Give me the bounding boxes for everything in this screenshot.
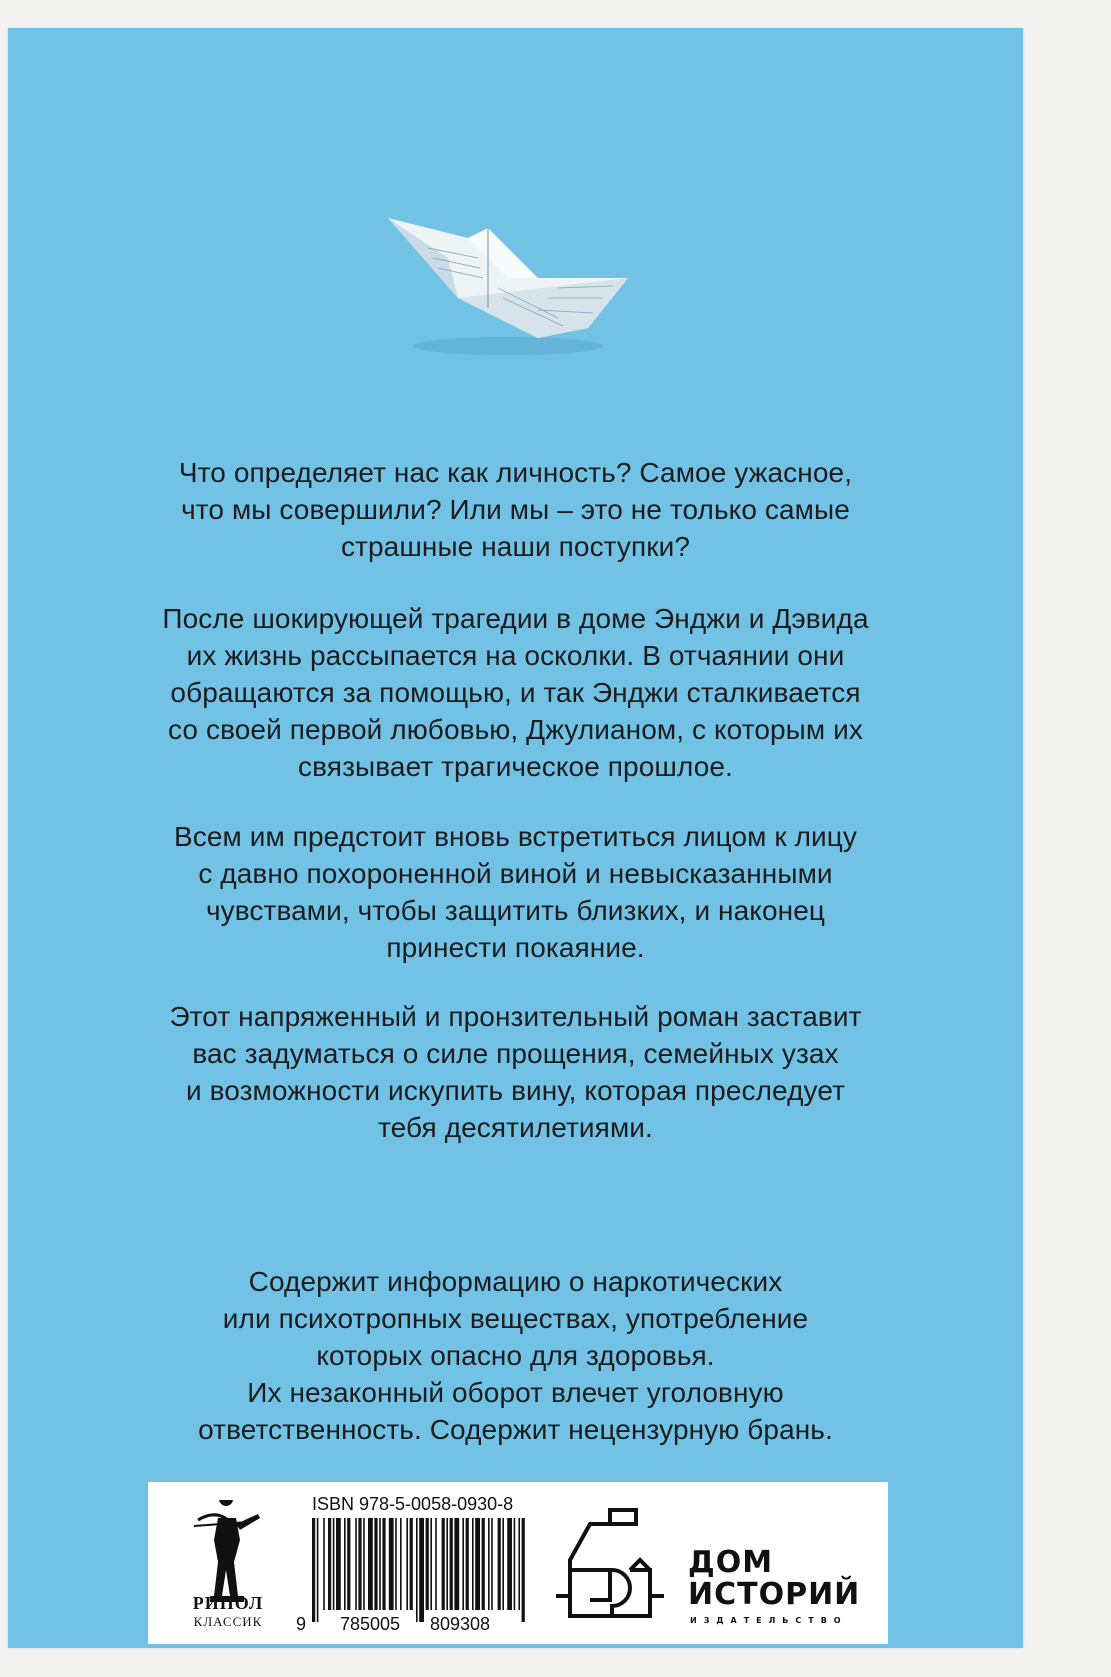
book-back-cover (8, 28, 1023, 1648)
text-line: чувствами, чтобы защитить близких, и наконец (205, 895, 826, 926)
barcode-panel (148, 1482, 888, 1644)
text-line: тебя десятилетиями. (378, 1112, 653, 1143)
text-line: что мы совершили? Или мы – это не только самые (181, 494, 850, 525)
text-line: Всем им предстоит вновь встретиться лицом к лицу (173, 821, 858, 852)
blurb-paragraph-3 (8, 818, 1023, 966)
text-line: связывает трагическое прошлое. (298, 751, 733, 782)
content-warning (8, 1263, 1023, 1448)
text-line: и возможности искупить вину, которая преследует (185, 1075, 845, 1106)
ripol-subtitle: КЛАССИК (193, 1614, 263, 1629)
text-line: которых опасно для здоровья. (316, 1340, 715, 1371)
barcode-digit-first: 9 (296, 1614, 307, 1634)
barcode-icon (310, 1518, 530, 1622)
text-line: Этот напряженный и пронзительный роман заставит (169, 1001, 862, 1032)
dom-istoriy-subtitle: ИЗДАТЕЛЬСТВО (690, 1616, 848, 1625)
blurb-paragraph-2 (8, 600, 1023, 785)
text-line: ответственность. Содержит нецензурную брань. (198, 1414, 833, 1445)
text-line: страшные наши поступки? (340, 531, 691, 562)
paper-boat-icon (388, 218, 628, 368)
barcode-digits-left: 785005 (340, 1614, 401, 1634)
text-line: Их незаконный оборот влечет уголовную (247, 1377, 784, 1408)
barcode-digits-right: 809308 (430, 1614, 491, 1634)
ripol-name: РИПОЛ (192, 1593, 264, 1613)
text-line: Содержит информацию о наркотических (248, 1266, 783, 1297)
text-line: Что определяет нас как личность? Самое ужасное, (178, 457, 853, 488)
text-line: вас задуматься о силе прощения, семейных узах (192, 1038, 839, 1069)
text-line: или психотропных веществах, употребление (222, 1303, 809, 1334)
text-line: со своей первой любовью, Джулианом, с которым их (168, 714, 863, 745)
dom-istoriy-line1: ДОМ (688, 1545, 774, 1580)
text-line: с давно похороненной виной и невысказанными (198, 858, 833, 889)
dom-istoriy-logo-icon (550, 1500, 670, 1624)
isbn-text: ISBN 978-5-0058-0930-8 (312, 1494, 514, 1514)
text-line: их жизнь рассыпается на осколки. В отчаянии они (186, 640, 845, 671)
blurb-paragraph-1 (8, 454, 1023, 565)
text-line: принести покаяние. (386, 932, 645, 963)
dom-istoriy-line2: ИСТОРИЙ (688, 1577, 861, 1612)
text-line: После шокирующей трагедии в доме Энджи и Дэвида (162, 603, 869, 634)
text-line: обращаются за помощью, и так Энджи сталкивается (170, 677, 861, 708)
blurb-paragraph-4 (8, 998, 1023, 1146)
